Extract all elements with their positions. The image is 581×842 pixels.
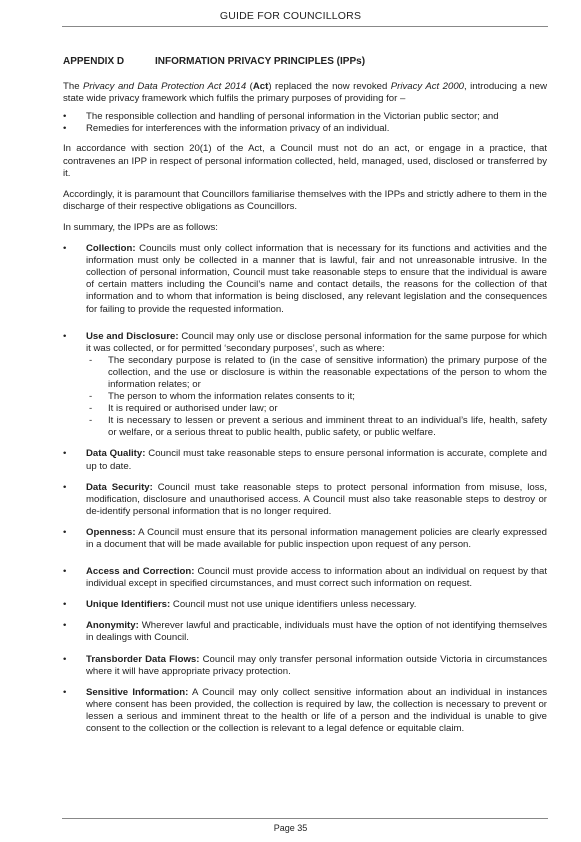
- old-act-name: Privacy Act 2000: [390, 81, 465, 93]
- ipp-title: Openness:: [86, 526, 136, 538]
- ipp-list: [63, 243, 547, 735]
- ipp-item: [63, 687, 547, 735]
- sub-list: [86, 355, 547, 440]
- ipp-item: [63, 566, 547, 590]
- act-name: Privacy and Data Protection Act 2014: [83, 81, 247, 93]
- ipp-item: [63, 527, 547, 551]
- summary-intro: In summary, the IPPs are as follows:: [63, 221, 218, 233]
- appendix-title: INFORMATION PRIVACY PRINCIPLES (IPPs): [155, 56, 366, 67]
- ipp-title: Data Security:: [86, 481, 153, 493]
- header-rule: [62, 26, 548, 27]
- ipp-title: Unique Identifiers:: [86, 599, 171, 611]
- ipp-item: [63, 482, 547, 518]
- footer-rule: [62, 818, 548, 819]
- ipp-title: Transborder Data Flows:: [86, 653, 200, 665]
- sub-item: - The person to whom the information relates consents to it;: [86, 391, 547, 403]
- ipp-title: Anonymity:: [86, 620, 139, 632]
- ipp-text: A Council may only collect sensitive information about an individual in instances where consent has been provided, the collection is required by law, the collection is necessary to prevent or lessen a serious and imminent threat to the health or life of a person and the individual is unable to give consent to the collection or the collection is relevant to a legal defence or equitable claim.: [86, 686, 548, 735]
- sub-item: - It is necessary to lessen or prevent a serious and imminent threat to an individual’s life, health, safety or welfare, or a serious threat to public health, public safety, or public welfare.: [86, 415, 547, 439]
- sub-item: - The secondary purpose is related to (in the case of sensitive information) the primary purpose of the collection, and the use or disclosure is within the reasonable expectations of the person to whom the information relates; or: [86, 355, 547, 391]
- ipp-item: [63, 448, 547, 472]
- ipp-item: [63, 620, 547, 644]
- ipp-text: Council must provide access to information about an individual on request by that individual except in specified circumstances, and must correct such information on request.: [86, 566, 547, 590]
- obligation-paragraph: Accordingly, it is paramount that Councillors familiarise themselves with the IPPs and strictly adhere to them in the discharge of their respective obligations as Councillors.: [63, 188, 547, 212]
- purposes-list: [63, 111, 547, 135]
- ipp-text: Council must not use unique identifiers unless necessary.: [170, 599, 417, 611]
- ipp-title: Use and Disclosure:: [86, 330, 179, 342]
- ipp-item: [63, 243, 547, 316]
- ipp-text: Council must take reasonable steps to ensure personal information is accurate, complete and up to date.: [86, 448, 547, 472]
- ipp-title: Collection:: [86, 243, 136, 255]
- intro-text: The: [63, 81, 84, 93]
- document-body: [63, 56, 547, 744]
- ipp-text: Council must take reasonable steps to protect personal information from misuse, loss, modification, disclosure and unauthorised access. A Council must also take reasonable steps to destroy or de-identify personal information that is no longer required.: [86, 481, 547, 517]
- ipp-text: Wherever lawful and practicable, individuals must have the option of not identifying themselves in dealings with Council.: [86, 620, 547, 644]
- ipp-text: Councils must only collect information that is necessary for its functions and activities and the information must only be collected in a manner that is lawful, fair and not unreasonable intrusive. In the collection of personal information, Council must take reasonable steps to ensure that the individual is aware of certain matters including the Council’s name and contact details, the reasons for the collection of that information and to whom that information is being disclosed, any relevant legislation and the consequences for failing to provide the requested information.: [86, 243, 547, 315]
- sub-item: - It is required or authorised under law; or: [86, 403, 547, 415]
- intro-paragraph: [63, 81, 547, 105]
- intro-text: (: [246, 81, 253, 93]
- section-paragraph: In accordance with section 20(1) of the Act, a Council must not do an act, or engage in a practice, that contravenes an IPP in respect of personal information collected, held, managed, used, disclosed or transferred by it.: [63, 143, 547, 179]
- ipp-title: Data Quality:: [86, 448, 146, 460]
- ipp-title: Access and Correction:: [86, 566, 195, 578]
- intro-text: , introducing a new state wide privacy framework which fulfils the primary purposes of providing for –: [63, 81, 547, 105]
- list-item: • Remedies for interferences with the information privacy of an individual.: [63, 123, 547, 135]
- ipp-item: [63, 331, 547, 440]
- ipp-item: [63, 654, 547, 678]
- list-item: • The responsible collection and handling of personal information in the Victorian public sector; and: [63, 111, 547, 123]
- appendix-code: APPENDIX D: [63, 56, 125, 67]
- intro-text: ) replaced the now revoked: [268, 81, 391, 93]
- appendix-heading: [63, 56, 547, 68]
- ipp-title: Sensitive Information:: [86, 686, 189, 698]
- ipp-text: A Council must ensure that its personal information management policies are clearly expressed in a document that will be made available for public inspection upon request of any person.: [86, 526, 547, 550]
- ipp-text: Council may only use or disclose personal information for the same purpose for which it was collected, or for permitted ‘secondary purposes’, such as where:: [86, 330, 547, 354]
- ipp-item: [63, 599, 547, 611]
- page-number: Page 35: [273, 823, 308, 833]
- ipp-text: Council may only transfer personal information outside Victoria in circumstances where it will have appropriate privacy protection.: [86, 653, 548, 677]
- act-short: Act: [252, 81, 269, 93]
- page-header: GUIDE FOR COUNCILLORS: [219, 10, 362, 22]
